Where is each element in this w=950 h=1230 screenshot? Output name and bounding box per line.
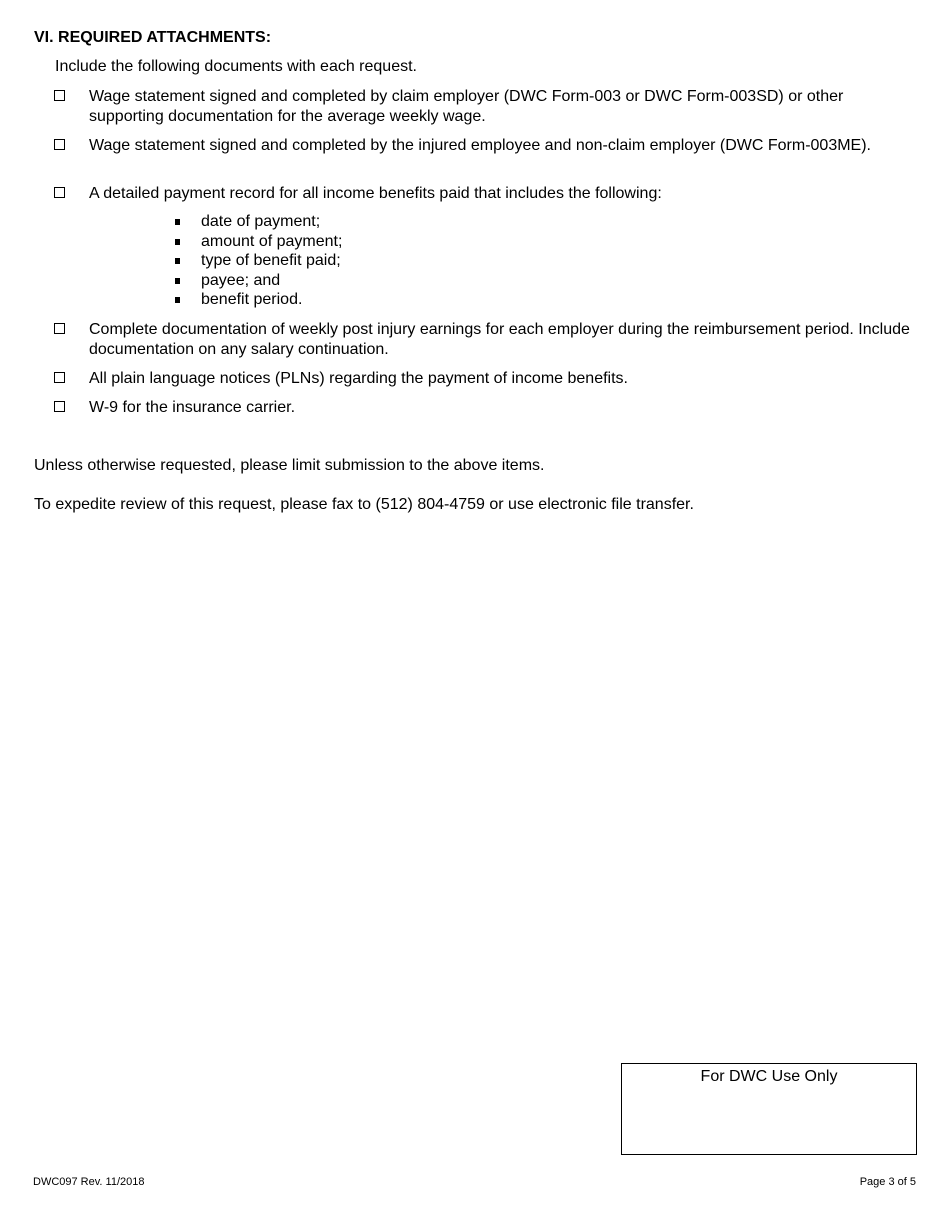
list-item-text: amount of payment; bbox=[201, 232, 343, 250]
square-bullet-icon bbox=[175, 219, 180, 225]
checkbox[interactable] bbox=[54, 90, 65, 101]
checkbox[interactable] bbox=[54, 372, 65, 383]
square-bullet-icon bbox=[175, 278, 180, 284]
square-bullet-icon bbox=[175, 297, 180, 303]
list-item-text: benefit period. bbox=[201, 291, 303, 309]
checkbox[interactable] bbox=[54, 401, 65, 412]
checkbox[interactable] bbox=[54, 323, 65, 334]
attachment-text: All plain language notices (PLNs) regarding the payment of income benefits. bbox=[89, 370, 628, 387]
attachment-text: Wage statement signed and completed by claim employer (DWC Form-003 or DWC Form-003SD) or other supporting documentation for the average weekly wage. bbox=[89, 88, 844, 125]
submission-limit-note: Unless otherwise requested, please limit submission to the above items. bbox=[34, 457, 545, 474]
form-revision-id: DWC097 Rev. 11/2018 bbox=[33, 1176, 145, 1188]
attachment-text: Complete documentation of weekly post injury earnings for each employer during the reimbursement period. Include documentation on any salary continuation. bbox=[89, 321, 910, 358]
attachment-text: Wage statement signed and completed by the injured employee and non-claim employer (DWC Form-003ME). bbox=[89, 137, 871, 154]
fax-instructions: To expedite review of this request, please fax to (512) 804-4759 or use electronic file transfer. bbox=[34, 496, 694, 513]
section-heading: VI. REQUIRED ATTACHMENTS: bbox=[34, 29, 272, 46]
section-intro: Include the following documents with each request. bbox=[55, 58, 417, 75]
dwc-use-only-title: For DWC Use Only bbox=[700, 1068, 838, 1085]
dwc-use-only-box bbox=[621, 1063, 917, 1155]
attachment-text: W-9 for the insurance carrier. bbox=[89, 399, 296, 416]
square-bullet-icon bbox=[175, 258, 180, 264]
list-item-text: payee; and bbox=[201, 271, 281, 289]
square-bullet-icon bbox=[175, 239, 180, 245]
list-item-text: type of benefit paid; bbox=[201, 252, 341, 270]
checkbox[interactable] bbox=[54, 139, 65, 150]
page-number: Page 3 of 5 bbox=[859, 1176, 916, 1188]
attachment-text: A detailed payment record for all income benefits paid that includes the following: bbox=[89, 185, 662, 202]
list-item-text: date of payment; bbox=[201, 213, 321, 230]
checkbox[interactable] bbox=[54, 187, 65, 198]
